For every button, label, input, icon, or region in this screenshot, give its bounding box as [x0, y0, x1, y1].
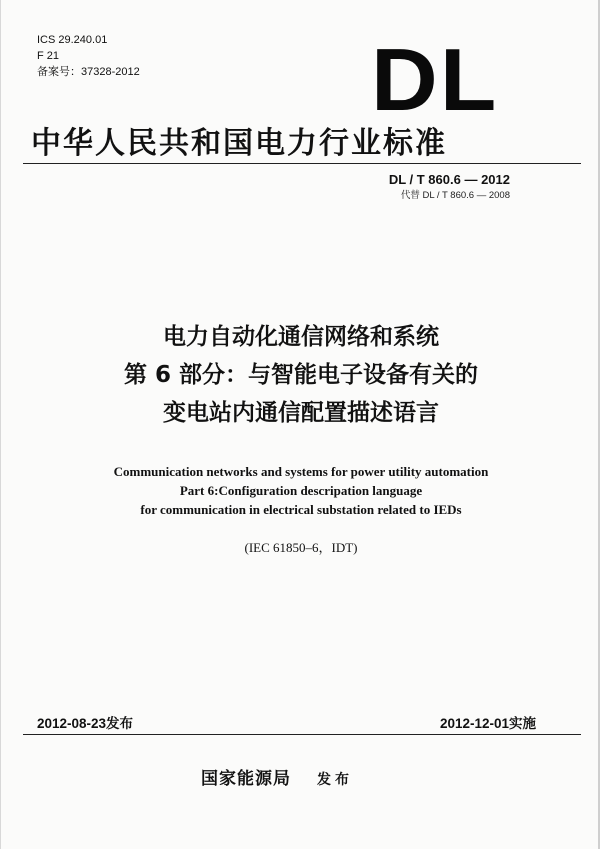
chinese-title-line-1: 电力自动化通信网络和系统 [163, 324, 439, 350]
english-title [1, 462, 600, 519]
standard-category-title: 中华人民共和国电力行业标准 [31, 126, 447, 161]
replaces-standard: 代替 DL / T 860.6 — 2008 [400, 190, 510, 201]
chinese-title-line-2: 第 6 部分：与智能电子设备有关的 [123, 362, 479, 388]
issuing-organization: 国家能源局 [201, 769, 291, 789]
english-title-line-2: Part 6:Configuration descripation language [179, 483, 423, 498]
iec-reference: (IEC 61850–6，IDT) [244, 540, 358, 555]
filing-number: 备案号：37328-2012 [37, 66, 140, 78]
standard-code-block [389, 171, 510, 202]
publish-date: 2012-08-23发布 [37, 716, 134, 731]
standard-number: DL / T 860.6 — 2012 [388, 172, 510, 187]
dl-logo: DL [371, 30, 499, 129]
english-title-line-1: Communication networks and systems for power utility automation [113, 464, 489, 479]
chinese-title [1, 318, 600, 432]
ics-code: ICS 29.240.01 [37, 34, 108, 46]
chinese-title-line-3: 变电站内通信配置描述语言 [163, 400, 439, 426]
issue-action: 发布 [317, 772, 353, 788]
english-title-line-3: for communication in electrical substation related to IEDs [140, 502, 462, 517]
bottom-divider [23, 734, 581, 735]
issuer-block [201, 764, 353, 789]
classification-block [37, 32, 140, 80]
implementation-date: 2012-12-01实施 [439, 716, 536, 731]
classification-code: F 21 [37, 50, 60, 62]
top-divider [23, 163, 581, 164]
